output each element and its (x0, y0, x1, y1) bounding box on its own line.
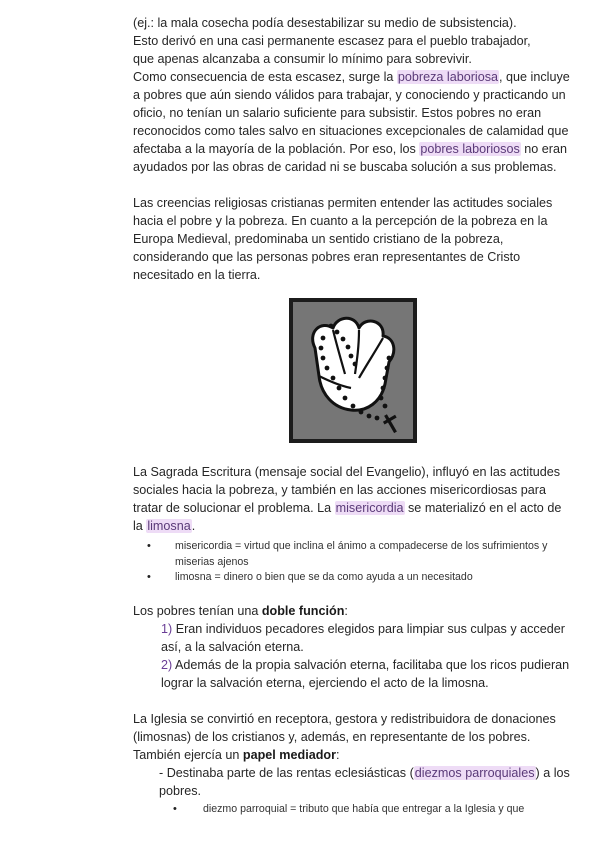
figure (133, 298, 573, 443)
list-item: • misericordia = virtud que inclina el ánimo a compadecerse de los sufrimientos y miserias ajenos (133, 539, 573, 570)
list-item (133, 656, 573, 692)
text-run: . (191, 519, 196, 533)
praying-hands-rosary-icon (293, 302, 413, 439)
text-run: Además de la propia salvación eterna, facilitaba que los ricos pudieran lograr la salvación eterna, ejerciendo el acto de la limosna. (161, 657, 570, 690)
bold-doble-funcion: doble función (261, 603, 345, 618)
paragraph-intro (133, 14, 573, 68)
paragraph-creencias: Las creencias religiosas cristianas permiten entender las actitudes sociales hacia el pobre y la pobreza. En cuanto a la percepción de la pobreza en la Europa Medieval, predominaba un sentido cristiano de la pobreza, considerando que las personas pobres eran representantes de Cristo necesitado en la tierra. (133, 196, 553, 282)
list-item (133, 620, 573, 656)
paragraph-doble-funcion (133, 602, 573, 620)
bold-papel-mediador: papel mediador (242, 747, 336, 762)
text-run: : (344, 603, 348, 618)
list-item: • diezmo parroquial = tributo que había que entregar a la Iglesia y que (133, 802, 573, 818)
list-item: • limosna = dinero o bien que se da como ayuda a un necesitado (133, 570, 573, 586)
paragraph-iglesia (133, 710, 573, 764)
list-item (133, 764, 573, 800)
text-run: Los pobres tenían una (133, 603, 262, 618)
text-run: : (335, 747, 340, 762)
text-run: - Destinaba parte de las rentas eclesiásticas ( (159, 765, 414, 780)
text-line: (ej.: la mala cosecha podía desestabilizar su medio de subsistencia). (133, 16, 517, 30)
paragraph-pobreza-laboriosa (133, 68, 573, 176)
figure-frame (289, 298, 417, 443)
text-run: , que incluye a pobres que aún siendo válidos para trabajar, y conociendo y practicando un oficio, no tenían un salario suficiente para subsistir. Estos pobres no eran reconocidos como tales salvo en situaciones excepcionales de calamidad que afectaba a la mayoría de la población. Por eso, los (133, 70, 570, 156)
definition-list (133, 802, 573, 818)
text-run: La Sagrada Escritura (mensaje social del Evangelio), influyó en las actitudes sociales hacia la pobreza, y también en las acciones misericordiosas para tratar de solucionar el problema. La (133, 465, 561, 515)
document-body (133, 14, 573, 817)
text-line: Esto derivó en una casi permanente escasez para el pueblo trabajador, (133, 34, 531, 48)
list-number: 1) (161, 621, 173, 636)
text-run: Eran individuos pecadores elegidos para limpiar sus culpas y acceder así, a la salvación eterna. (161, 621, 565, 654)
text-run: ) a los pobres. (159, 765, 570, 798)
highlight-pobres-laboriosos: pobres laboriosos (420, 142, 520, 156)
text-run: se materializó en el acto de la (133, 501, 562, 533)
highlight-limosna: limosna (147, 519, 191, 533)
text-line: que apenas alcanzaba a consumir lo mínimo para sobrevivir. (133, 52, 472, 66)
highlight-diezmos-parroquiales: diezmos parroquiales (414, 765, 535, 780)
definition-list (133, 539, 573, 586)
highlight-pobreza-laboriosa: pobreza laboriosa (397, 70, 499, 84)
text-run: Como consecuencia de esta escasez, surge la (133, 70, 397, 84)
highlight-misericordia: misericordia (335, 501, 404, 515)
text-run: La Iglesia se convirtió en receptora, gestora y redistribuidora de donaciones (limosnas) de los cristianos y, además, en representante de los pobres. También ejercía un (133, 711, 556, 762)
list-number: 2) (161, 657, 173, 672)
paragraph-sagrada-escritura (133, 463, 573, 535)
text-run: no eran ayudados por las obras de caridad ni se buscaba solución a sus problemas. (133, 142, 567, 174)
